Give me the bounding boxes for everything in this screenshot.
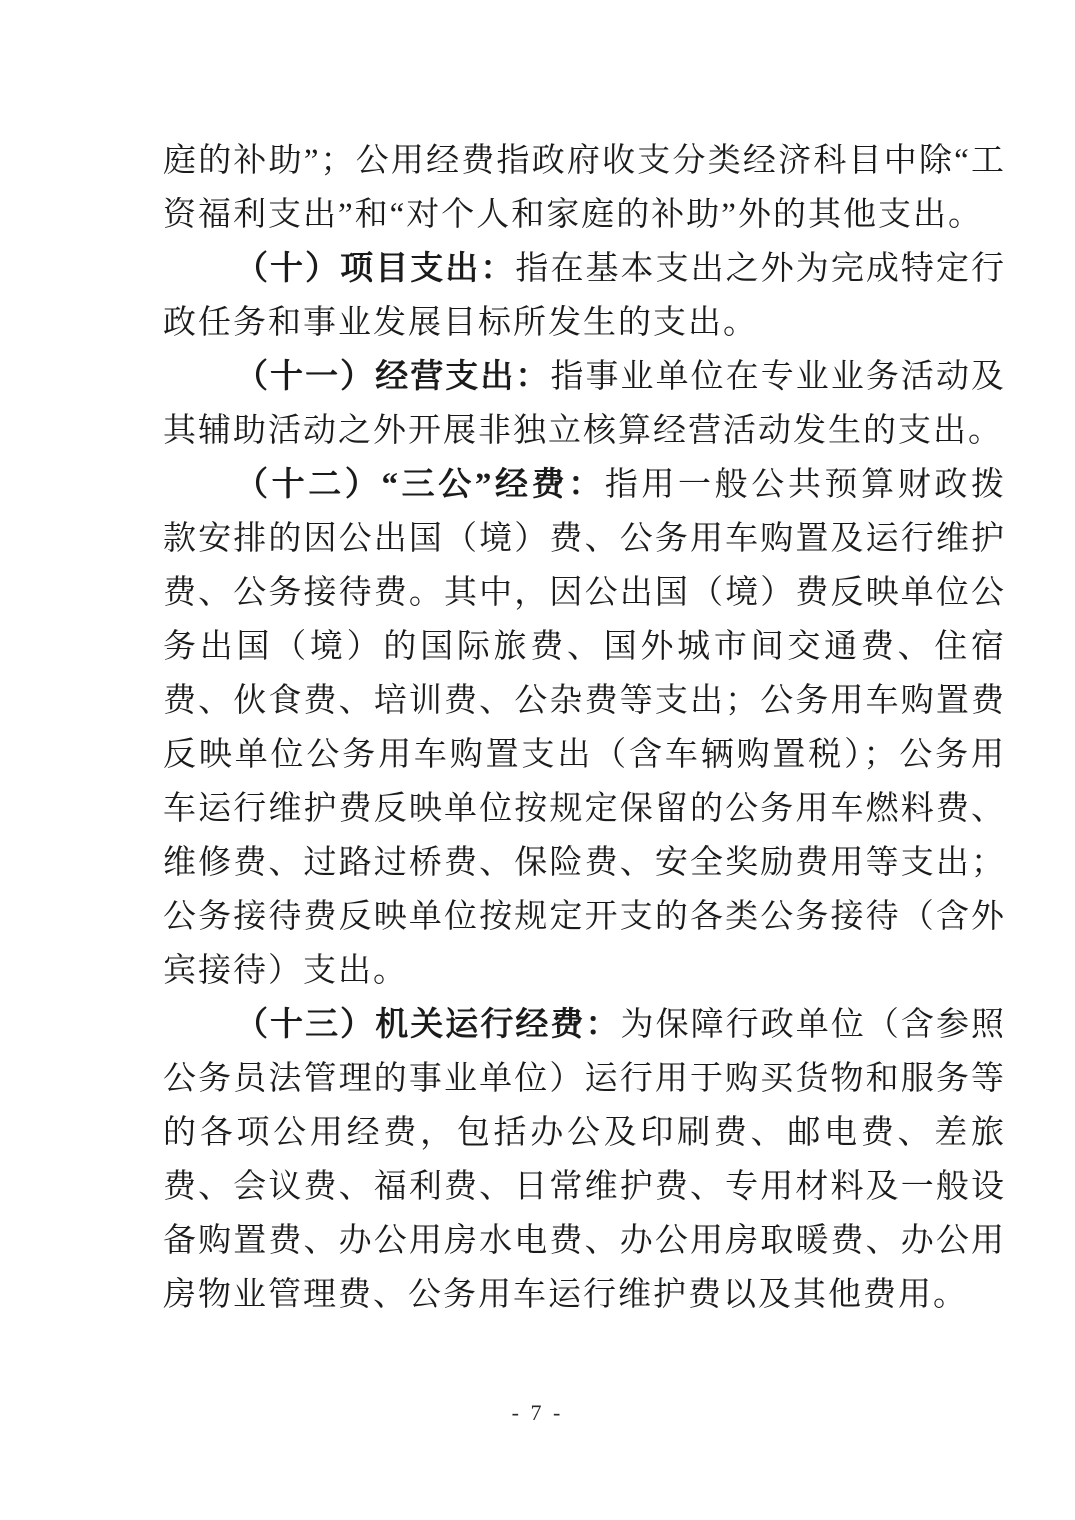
paragraph-item-11	[163, 350, 1006, 458]
page-number: - 7 -	[511, 1400, 564, 1425]
paragraph-text: 庭的补助”；公用经费指政府收支分类经济科目中除“工资福利支出”和“对个人和家庭的补助”外的其他支出。	[163, 143, 1006, 233]
paragraph-text: 为保障行政单位（含参照公务员法管理的事业单位）运行用于购买货物和服务等的各项公用经费，包括办公及印刷费、邮电费、差旅费、会议费、福利费、日常维护费、专用材料及一般设备购置费、办公用房水电费、办公用房取暖费、办公用房物业管理费、公务用车运行维护费以及其他费用。	[163, 1007, 1007, 1313]
paragraph-heading: （十二）“三公”经费：	[235, 467, 605, 503]
paragraph-text: 指在基本支出之外为完成特定行政任务和事业发展目标所发生的支出。	[163, 251, 1007, 341]
paragraph-heading: （十）项目支出：	[235, 251, 516, 287]
document-body	[163, 134, 1006, 1322]
paragraph-item-10	[163, 242, 1006, 350]
paragraph-item-13	[163, 998, 1006, 1322]
paragraph-text: 指事业单位在专业业务活动及其辅助活动之外开展非独立核算经营活动发生的支出。	[163, 359, 1007, 449]
paragraph-item-12	[163, 458, 1006, 998]
paragraph-continuation	[163, 134, 1006, 242]
paragraph-heading: （十三）机关运行经费：	[235, 1007, 621, 1043]
paragraph-heading: （十一）经营支出：	[235, 359, 551, 395]
paragraph-text: 指用一般公共预算财政拨款安排的因公出国（境）费、公务用车购置及运行维护费、公务接待费。其中，因公出国（境）费反映单位公务出国（境）的国际旅费、国外城市间交通费、住宿费、伙食费、培训费、公杂费等支出；公务用车购置费反映单位公务用车购置支出（含车辆购置税）；公务用车运行维护费反映单位按规定保留的公务用车燃料费、维修费、过路过桥费、保险费、安全奖励费用等支出；公务接待费反映单位按规定开支的各类公务接待（含外宾接待）支出。	[163, 467, 1007, 989]
